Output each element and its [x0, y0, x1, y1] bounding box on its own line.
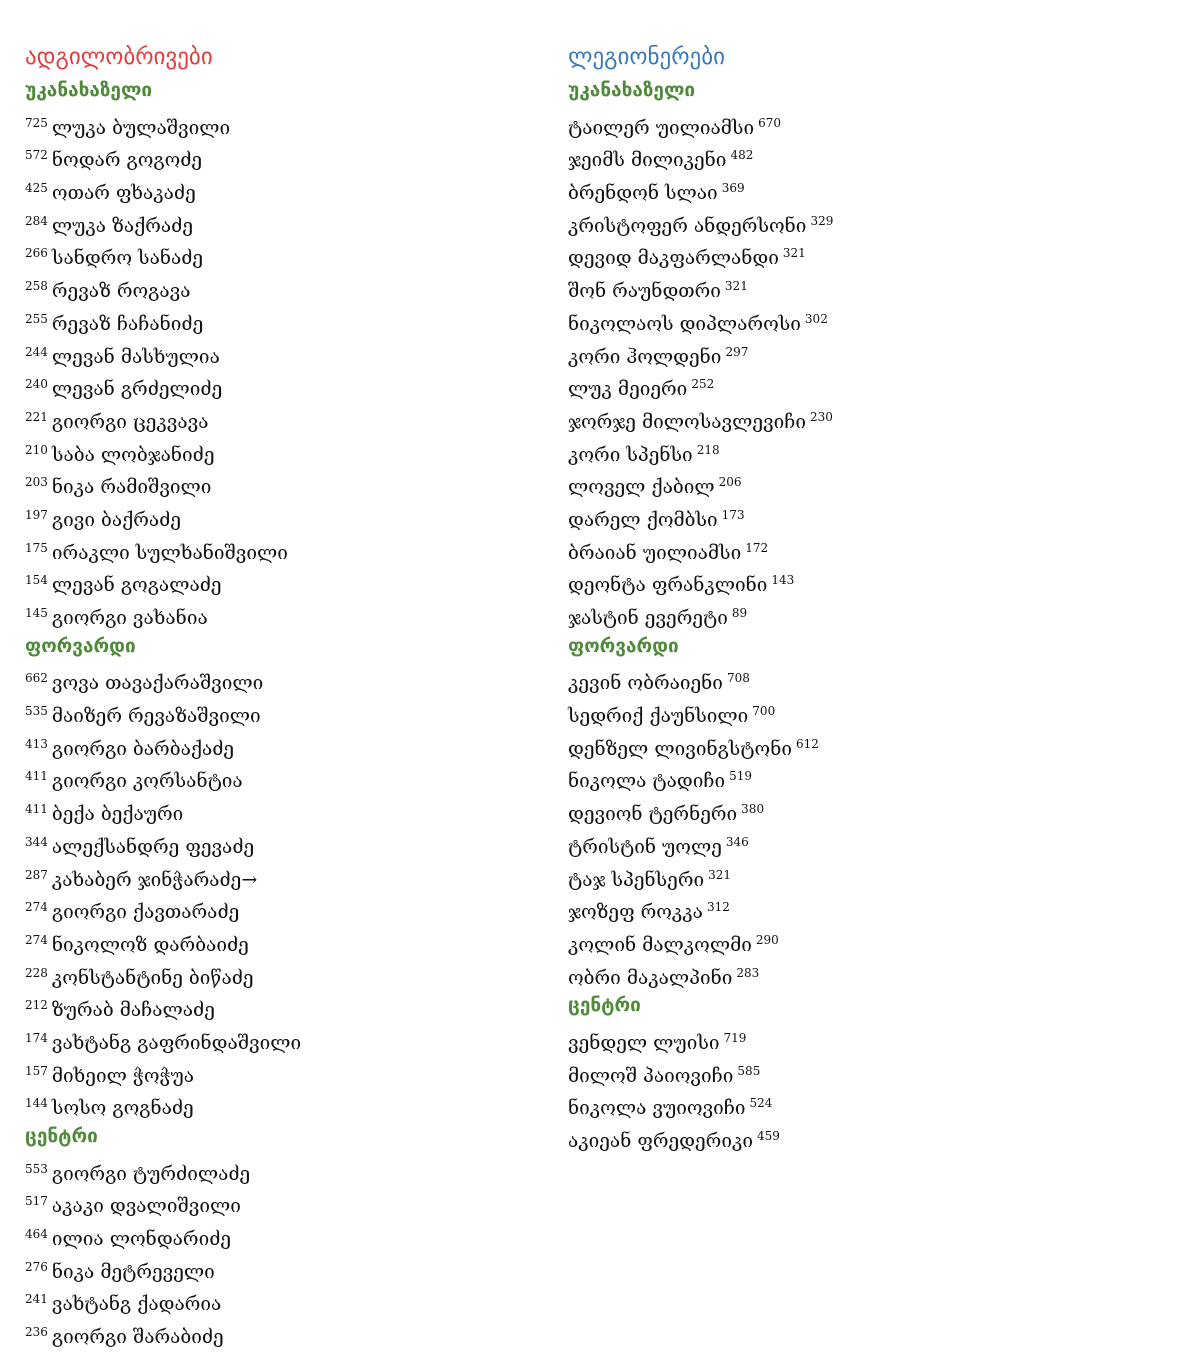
player-row [25, 336, 301, 369]
player-row [568, 1120, 833, 1153]
player-row [568, 924, 833, 957]
player-row [25, 728, 301, 761]
player-number: 228 [25, 965, 48, 980]
player-row [568, 139, 833, 172]
player-row [25, 401, 301, 434]
player-number: 321 [724, 279, 748, 294]
player-name: კორი ჰოლდენი [568, 345, 722, 368]
player-name: კახაბერ ჯინჭარაძე→ [51, 868, 258, 891]
player-number: 344 [25, 834, 48, 849]
player-number: 255 [25, 311, 48, 326]
player-row [25, 826, 301, 859]
legionnaires-title: ლეგიონერები [568, 44, 726, 70]
player-number: 411 [25, 802, 48, 817]
player-name: ტრისტინ უოლე [568, 835, 722, 858]
player-row [25, 957, 301, 990]
player-name: მაიზერ რევაზაშვილი [51, 705, 261, 728]
player-name: გიორგი ვახანია [51, 607, 208, 629]
player-number: 276 [25, 1259, 48, 1274]
player-name: ლუკ მეიერი [568, 378, 688, 401]
player-name: ბექა ბექაური [51, 803, 184, 826]
player-name: დევიონ ტერნერი [568, 803, 738, 826]
player-name: ლუკა ზაქრაძე [51, 214, 193, 237]
player-name: ნოდარ გოგოძე [51, 149, 203, 172]
player-name: ნიკოლაოს დიპლაროსი [568, 312, 801, 335]
player-row [568, 826, 833, 859]
player-name: შონ რაუნდთრი [568, 280, 721, 303]
player-name: გიორგი შარაბიძე [51, 1326, 224, 1349]
player-name: ნიკოლოზ დარბაიძე [51, 933, 249, 956]
player-name: ზურაბ მაჩალაძე [51, 999, 215, 1022]
player-row [25, 597, 301, 630]
player-name: ჯოზეფ როკკა [568, 901, 703, 924]
player-row [568, 695, 833, 728]
player-number: 369 [721, 181, 745, 196]
player-name: ბრაიან უილიამსი [568, 541, 742, 564]
player-name: ნიკოლა ვუიოვიჩი [568, 1097, 746, 1120]
player-name: დენზელ ლივინგსტონი [568, 737, 792, 760]
player-number: 346 [725, 834, 749, 849]
player-name: კორი სპენსი [568, 443, 693, 466]
player-row [568, 172, 833, 205]
player-number: 218 [696, 442, 720, 457]
player-number: 321 [782, 246, 806, 261]
player-name: კევინ ობრაიენი [568, 672, 723, 695]
player-name: აკიეან ფრედერიკი [568, 1130, 753, 1152]
player-row [25, 172, 301, 205]
player-row [568, 662, 833, 695]
player-row [25, 532, 301, 565]
player-number: 252 [691, 377, 715, 392]
player-row [25, 564, 301, 597]
player-name: რევაზ ჩაჩანიძე [51, 312, 204, 335]
player-name: ლოველ ქაბილ [568, 476, 715, 499]
player-name: ლევან გოგალაძე [51, 574, 222, 597]
player-name: ტაილერ უილიამსი [568, 116, 755, 139]
player-name: ნიკა მეტრეველი [51, 1260, 215, 1283]
player-name: ვახტანგ გაფრინდაშვილი [51, 1031, 302, 1054]
player-number: 425 [25, 181, 48, 196]
player-name: ლუკა ბულაშვილი [51, 116, 231, 139]
player-row [568, 1022, 833, 1055]
player-name: გიორგი კორსანტია [51, 770, 243, 793]
player-row [25, 891, 301, 924]
player-number: 535 [25, 704, 48, 719]
player-name: ვოვა თავაქარაშვილი [51, 672, 264, 695]
player-name: ტაჯ სპენსერი [568, 868, 705, 891]
player-row [568, 859, 833, 892]
legionnaires-column [568, 40, 833, 1153]
player-row [25, 1022, 301, 1055]
player-name: მიხეილ ჭოჭუა [51, 1064, 194, 1087]
player-number: 175 [25, 540, 48, 555]
player-number: 719 [723, 1030, 747, 1045]
player-number: 519 [729, 769, 753, 784]
player-row [25, 989, 301, 1022]
section-title: ფორვარდი [568, 634, 679, 657]
player-name: გიორგი ცეკვავა [51, 410, 209, 433]
player-row [25, 139, 301, 172]
player-number: 241 [25, 1292, 48, 1307]
player-number: 284 [25, 213, 48, 228]
player-number: 258 [25, 279, 48, 294]
player-name: ოთარ ფხაკაძე [51, 182, 196, 205]
player-number: 553 [25, 1161, 48, 1176]
player-number: 459 [756, 1129, 780, 1143]
player-number: 230 [809, 409, 833, 424]
player-number: 482 [730, 148, 754, 163]
player-row [568, 793, 833, 826]
player-row [25, 434, 301, 467]
player-number: 266 [25, 246, 48, 261]
player-name: გიორგი ბარბაქაძე [51, 737, 235, 760]
player-name: დეონტა ფრანკლინი [568, 574, 768, 597]
player-name: კრისტოფერ ანდერსონი [568, 214, 807, 237]
section-title: უკანახაზელი [568, 79, 696, 101]
player-number: 89 [731, 606, 748, 620]
player-name: ლევან მასხულია [51, 345, 220, 368]
player-name: ალექსანდრე ფევაძე [51, 835, 255, 858]
player-name: კოლინ მალკოლმი [568, 933, 752, 956]
player-row [568, 1055, 833, 1088]
player-name: გიორგი ტურძილაძე [51, 1162, 251, 1185]
player-row [568, 368, 833, 401]
player-name: ობრი მაკალპინი [568, 966, 733, 989]
player-number: 380 [741, 802, 765, 817]
player-number: 174 [25, 1030, 48, 1045]
player-row [568, 891, 833, 924]
player-number: 670 [758, 115, 781, 130]
player-number: 662 [25, 671, 48, 686]
player-name: ირაკლი სულხანიშვილი [51, 541, 288, 564]
player-row [568, 532, 833, 565]
player-row [568, 1087, 833, 1120]
player-number: 413 [25, 736, 48, 751]
player-row [568, 728, 833, 761]
player-number: 173 [721, 507, 745, 522]
player-number: 283 [736, 965, 760, 980]
player-number: 517 [25, 1194, 48, 1209]
player-row [25, 793, 301, 826]
player-name: დევიდ მაკფარლანდი [568, 247, 779, 270]
player-row [568, 107, 833, 140]
player-number: 157 [25, 1063, 48, 1078]
player-number: 329 [810, 213, 834, 228]
player-number: 464 [25, 1227, 48, 1242]
player-name: ილია ლონდარიძე [51, 1228, 232, 1251]
locals-column [25, 40, 301, 1349]
player-number: 274 [25, 900, 48, 915]
player-number: 206 [718, 475, 742, 490]
player-row [568, 597, 833, 630]
player-name: ჯასტინ ევერეტი [568, 607, 728, 629]
section-title: ცენტრი [25, 1125, 98, 1147]
player-number: 725 [25, 115, 48, 130]
player-number: 210 [25, 442, 48, 457]
player-name: სანდრო სანაძე [51, 247, 204, 270]
player-number: 236 [25, 1325, 48, 1340]
player-name: რევაზ როგავა [51, 280, 191, 303]
player-row [25, 466, 301, 499]
player-number: 244 [25, 344, 48, 359]
player-row [25, 1283, 301, 1316]
section-title: ფორვარდი [25, 634, 136, 657]
player-row [25, 1055, 301, 1088]
player-row [25, 924, 301, 957]
player-row [568, 434, 833, 467]
player-row [568, 270, 833, 303]
player-row [25, 368, 301, 401]
player-number: 572 [25, 148, 48, 163]
player-name: ბრენდონ სლაი [568, 182, 718, 205]
player-number: 708 [726, 671, 750, 686]
player-name: მილოშ პაიოვიჩი [568, 1064, 734, 1087]
player-row [25, 499, 301, 532]
player-row [568, 564, 833, 597]
player-row [25, 237, 301, 270]
section-title: ცენტრი [568, 994, 641, 1017]
player-row [25, 859, 301, 892]
player-row [25, 695, 301, 728]
player-row [25, 760, 301, 793]
player-number: 197 [25, 507, 48, 522]
player-number: 172 [745, 540, 769, 555]
player-number: 585 [737, 1063, 761, 1078]
player-row [568, 957, 833, 990]
player-number: 287 [25, 867, 48, 882]
player-name: გიორგი ქავთარაძე [51, 901, 240, 924]
player-number: 524 [749, 1096, 773, 1111]
section-title: უკანახაზელი [25, 79, 153, 101]
player-name: კონსტანტინე ბიწაძე [51, 966, 254, 989]
player-number: 312 [706, 900, 730, 915]
player-name: ჯორჯე მილოსავლევიჩი [568, 410, 806, 433]
player-row [25, 1251, 301, 1284]
player-number: 212 [25, 998, 48, 1013]
player-row [568, 401, 833, 434]
player-row [568, 466, 833, 499]
player-number: 411 [25, 769, 48, 784]
player-number: 203 [25, 475, 48, 490]
player-number: 240 [25, 377, 48, 392]
player-name: დარელ ქომბსი [568, 508, 718, 531]
player-number: 221 [25, 409, 48, 424]
player-name: სედრიქ ქაუნსილი [568, 705, 749, 728]
player-row [25, 205, 301, 238]
player-row [25, 1153, 301, 1186]
player-name: ვენდელ ლუისი [568, 1031, 720, 1054]
player-number: 290 [755, 932, 779, 947]
player-row [568, 499, 833, 532]
player-row [25, 1316, 301, 1349]
player-number: 274 [25, 932, 48, 947]
player-number: 143 [771, 573, 795, 588]
player-name: გივი ბაქრაძე [51, 508, 181, 531]
player-number: 302 [804, 311, 828, 326]
player-name: ნიკა რამიშვილი [51, 476, 212, 499]
player-number: 700 [752, 704, 776, 719]
player-row [568, 760, 833, 793]
player-number: 144 [25, 1096, 48, 1111]
player-row [25, 662, 301, 695]
player-number: 297 [725, 344, 749, 359]
locals-title: ადგილობრივები [25, 44, 213, 70]
player-name: საბა ლობჯანიძე [51, 443, 215, 466]
player-row [25, 1218, 301, 1251]
player-number: 154 [25, 573, 48, 588]
player-number: 145 [25, 606, 48, 620]
player-name: ვახტანგ ქადარია [51, 1293, 222, 1316]
player-row [25, 270, 301, 303]
player-number: 612 [795, 736, 819, 751]
player-name: ლევან გრძელიძე [51, 378, 223, 401]
player-name: ჯეიმს მილიკენი [568, 149, 727, 172]
player-row [568, 205, 833, 238]
player-name: ნიკოლა ტადიჩი [568, 770, 726, 793]
player-name: აკაკი დვალიშვილი [51, 1195, 241, 1218]
player-row [25, 1185, 301, 1218]
player-number: 321 [708, 867, 732, 882]
player-name: სოსო გოგნაძე [51, 1097, 194, 1120]
player-row [25, 107, 301, 140]
player-row [568, 303, 833, 336]
player-row [25, 1087, 301, 1120]
player-row [568, 237, 833, 270]
player-row [25, 303, 301, 336]
player-row [568, 336, 833, 369]
